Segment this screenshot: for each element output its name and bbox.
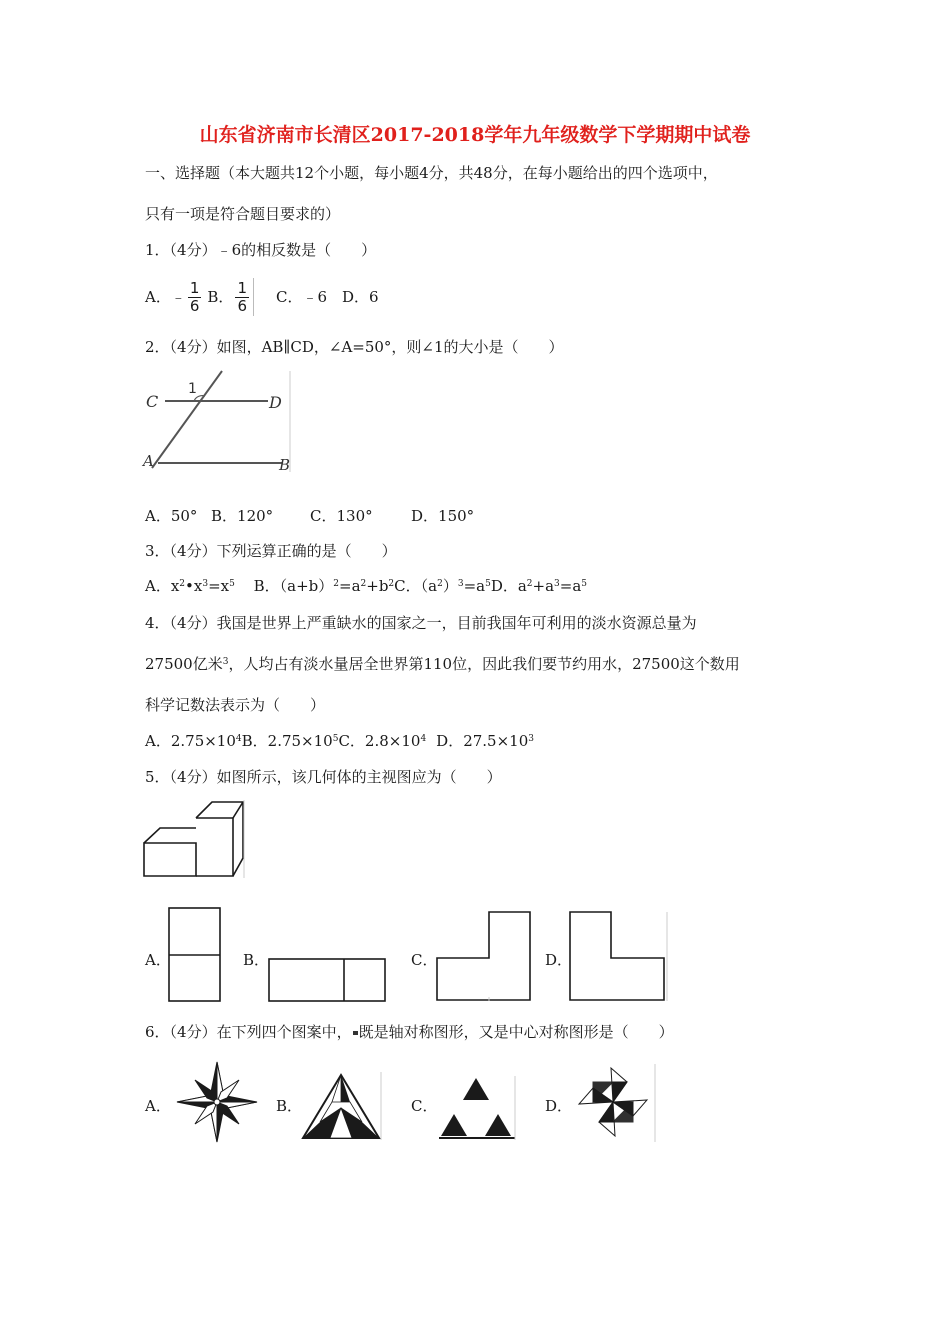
- q3-c-exp2: 3: [457, 579, 464, 589]
- q3-a-exp2: 3: [202, 579, 209, 589]
- q1-option-b-label: B．: [207, 288, 234, 306]
- q6-option-a-label: A．: [145, 1097, 171, 1115]
- q1-options-cd: C．﹣6 D．6: [275, 288, 379, 306]
- q3-b-text2: =a: [339, 577, 361, 595]
- q4-b-exp: 5: [332, 734, 339, 744]
- q6-option-d-pinwheel: [570, 1062, 660, 1144]
- q2-option-b: B．120°: [211, 507, 274, 525]
- q4-line2-end: ，人均占有淡水量居全世界第110位，因此我们要节约用水，27500这个数用: [228, 655, 740, 673]
- q3-option-c: [394, 577, 491, 595]
- q4-line2-exponent: 3: [222, 657, 229, 667]
- q3-b-exp2: 2: [360, 579, 367, 589]
- q5-option-d-label: D．: [545, 951, 573, 969]
- q4-d-text: D．27.5×10: [436, 732, 529, 750]
- q3-d-exp1: 2: [526, 579, 533, 589]
- point-c-label: C: [146, 392, 159, 411]
- point-b-label: B: [279, 456, 291, 474]
- q5-option-c-label: C．: [411, 951, 438, 969]
- q3-c-exp3: 5: [485, 579, 491, 589]
- q3-c-text: C．（a: [394, 577, 438, 595]
- q3-a-text: A．x: [145, 577, 180, 595]
- q5-option-a-label: A．: [145, 951, 171, 969]
- q3-d-exp2: 3: [554, 579, 560, 589]
- q2-option-a: A．50°: [145, 507, 198, 525]
- q3-c-exp1: 2: [437, 579, 443, 589]
- q5-option-b-figure: [268, 958, 388, 1004]
- section-heading-line2: 只有一项是符合题目要求的）: [145, 205, 341, 223]
- q1-option-a-label: A．: [145, 288, 171, 306]
- q6-option-b-label: B．: [276, 1097, 303, 1115]
- q3-a-exp3: 5: [229, 579, 235, 589]
- point-d-label: D: [269, 393, 282, 412]
- q4-line2: [145, 654, 740, 674]
- q3-option-d: [491, 577, 587, 595]
- q3-c-text2: ）: [442, 577, 458, 595]
- angle-1-label: 1: [188, 381, 197, 397]
- q3-a-exp1: 2: [179, 579, 186, 589]
- q4-option-c: [338, 732, 426, 750]
- q3-option-a: [145, 577, 235, 595]
- q5-solid-figure: [140, 796, 250, 881]
- q4-line2-start: 27500亿米: [145, 655, 223, 673]
- q4-option-d: [436, 732, 534, 750]
- q4-a-exp: 4: [235, 734, 242, 744]
- q6-option-d-label: D．: [545, 1097, 573, 1115]
- q3-stem: 3．（4分）下列运算正确的是（ ）: [145, 542, 397, 560]
- q2-option-c: C．130°: [310, 507, 373, 525]
- stray-mark: [353, 1031, 358, 1035]
- q6-option-c-label: C．: [411, 1097, 438, 1115]
- q1-option-a-fraction: [188, 280, 202, 315]
- high-top-face: [196, 802, 243, 818]
- q3-b-text: B．（a+b）: [253, 577, 334, 595]
- q4-line1: 4．（4分）我国是世界上严重缺水的国家之一，目前我国年可利用的淡水资源总量为: [145, 614, 697, 632]
- q1-stem: 1．（4分）﹣6的相反数是（ ）: [145, 241, 377, 259]
- point-a-label: A: [143, 452, 154, 470]
- q4-line3: 科学记数法表示为（ ）: [145, 696, 326, 714]
- q5-option-b-label: B．: [243, 951, 270, 969]
- q6-option-a-compass-star: [174, 1059, 260, 1145]
- q4-c-exp: 4: [420, 734, 427, 744]
- q6-option-b-triangle-pattern: [300, 1072, 384, 1142]
- q6-stem: [145, 1022, 674, 1042]
- q4-a-text: A．2.75×10: [145, 732, 236, 750]
- q3-d-text3: =a: [559, 577, 582, 595]
- front-low-face: [144, 843, 196, 876]
- q2-option-d: D．150°: [411, 507, 475, 525]
- q6-stem-start: 6．（4分）在下列四个图案中，: [145, 1023, 352, 1041]
- q3-c-text3: =a: [463, 577, 486, 595]
- low-top-face: [144, 828, 196, 843]
- q3-option-b: [254, 577, 395, 595]
- q1-option-b-fraction: [235, 280, 249, 315]
- q6-stem-end: 既是轴对称图形，又是中心对称图形是（ ）: [358, 1023, 674, 1041]
- right-side-face: [233, 802, 243, 876]
- q3-d-text: D．a: [490, 577, 527, 595]
- q4-option-a: [145, 732, 242, 750]
- q1-options: [145, 278, 379, 316]
- q5-option-d-figure: [569, 911, 669, 1003]
- q4-c-text: C．2.8×10: [338, 732, 421, 750]
- front-high-face: [196, 818, 233, 876]
- q3-d-exp3: 5: [581, 579, 588, 589]
- q3-a-text3: =x: [208, 577, 230, 595]
- q3-d-text2: +a: [532, 577, 555, 595]
- q1-option-b-numerator: 1: [237, 278, 247, 297]
- q2-stem: 2．（4分）如图，AB∥CD，∠A=50°，则∠1的大小是（ ）: [145, 338, 564, 356]
- q3-b-exp3: 2: [388, 579, 395, 589]
- q4-b-text: B．2.75×10: [241, 732, 333, 750]
- q4-option-b: [242, 732, 339, 750]
- image-border-mark: [253, 278, 254, 316]
- q3-a-text2: •x: [185, 577, 203, 595]
- q3-b-text3: +b: [366, 577, 389, 595]
- q4-d-exp: 3: [528, 734, 534, 744]
- q6-option-c-three-triangles: [436, 1074, 518, 1142]
- q1-option-a-sign: ﹣: [170, 288, 186, 306]
- q2-parallel-lines-figure: [140, 368, 295, 478]
- transversal-line: [152, 371, 222, 468]
- page-title: 山东省济南市长清区2017-2018学年九年级数学下学期期中试卷: [199, 124, 751, 146]
- q1-option-b-denominator: 6: [237, 296, 247, 315]
- q3-options: [145, 576, 587, 596]
- section-heading-line1: 一、选择题（本大题共12个小题，每小题4分，共48分，在每小题给出的四个选项中，: [145, 164, 718, 182]
- q1-option-a-numerator: 1: [189, 278, 200, 297]
- q1-option-a-denominator: 6: [189, 296, 200, 315]
- q4-options: [145, 731, 534, 751]
- q5-stem: 5．（4分）如图所示，该几何体的主视图应为（ ）: [145, 768, 502, 786]
- q5-option-c-figure: [436, 911, 534, 1003]
- q3-b-exp1: 2: [333, 579, 339, 589]
- q5-option-a-figure: [168, 907, 223, 1003]
